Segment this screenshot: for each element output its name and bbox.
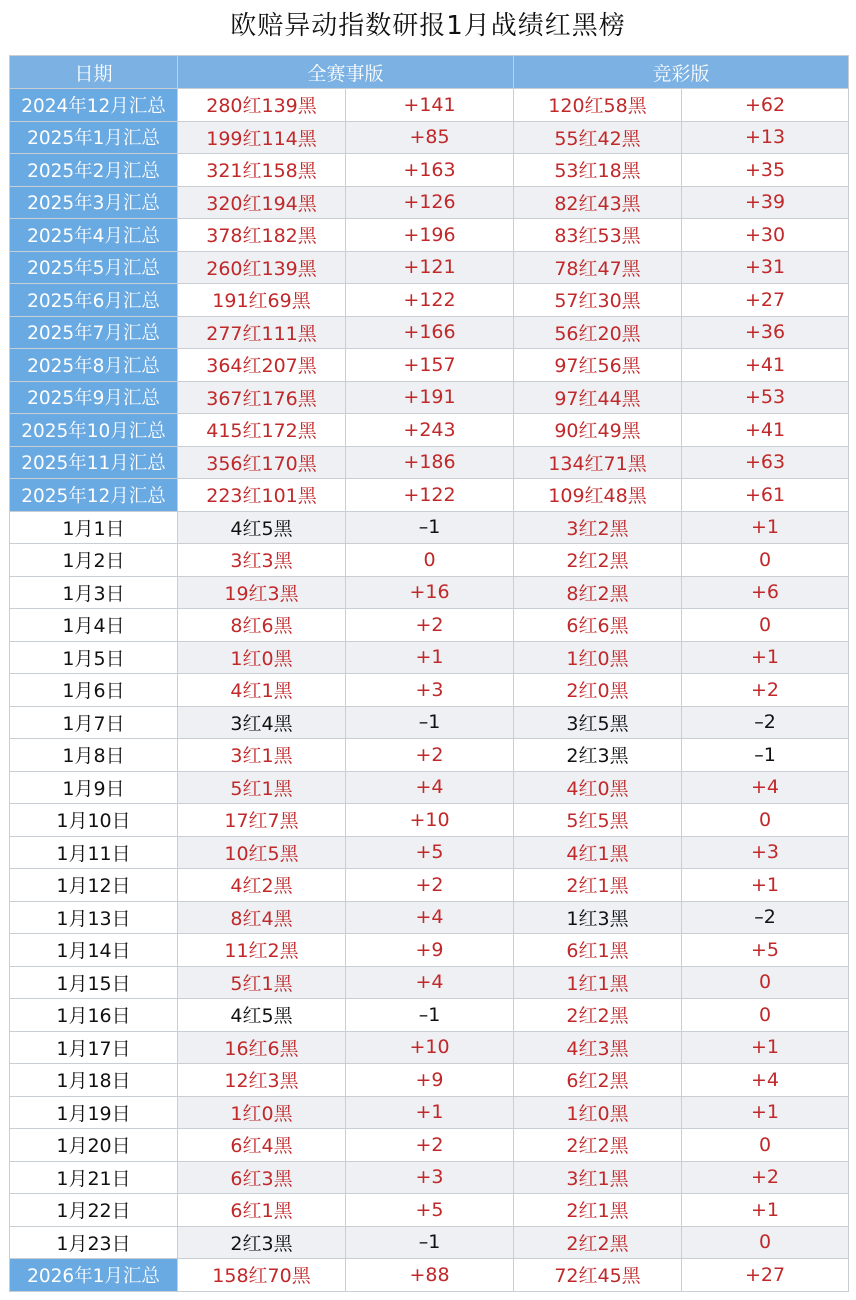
cell-date: 1月18日 [10, 1064, 178, 1097]
cell-full-record: 3红1黑 [178, 739, 346, 772]
cell-date: 1月15日 [10, 966, 178, 999]
cell-date: 1月6日 [10, 674, 178, 707]
cell-jingcai-record: 1红3黑 [514, 901, 682, 934]
cell-full-record: 4红1黑 [178, 674, 346, 707]
cell-full-record: 12红3黑 [178, 1064, 346, 1097]
cell-full-net: +3 [346, 1161, 514, 1194]
cell-jingcai-record: 5红5黑 [514, 804, 682, 837]
cell-jingcai-net: +3 [682, 836, 849, 869]
cell-full-net: +85 [346, 121, 514, 154]
cell-jingcai-net: +35 [682, 154, 849, 187]
table-row [10, 706, 849, 739]
cell-full-record: 260红139黑 [178, 251, 346, 284]
cell-full-net: +191 [346, 381, 514, 414]
cell-full-record: 2红3黑 [178, 1226, 346, 1259]
cell-jingcai-net: 0 [682, 999, 849, 1032]
cell-date: 1月2日 [10, 544, 178, 577]
table-row [10, 641, 849, 674]
cell-date: 2025年10月汇总 [10, 414, 178, 447]
cell-jingcai-net: +27 [682, 284, 849, 317]
cell-full-net: +157 [346, 349, 514, 382]
cell-date: 2025年4月汇总 [10, 219, 178, 252]
table-row [10, 121, 849, 154]
cell-date: 2025年9月汇总 [10, 381, 178, 414]
cell-jingcai-net: +2 [682, 1161, 849, 1194]
cell-date: 1月10日 [10, 804, 178, 837]
cell-full-record: 17红7黑 [178, 804, 346, 837]
cell-jingcai-net: 0 [682, 804, 849, 837]
cell-jingcai-record: 3红5黑 [514, 706, 682, 739]
cell-jingcai-record: 3红2黑 [514, 511, 682, 544]
table-row [10, 316, 849, 349]
cell-full-net: +243 [346, 414, 514, 447]
cell-full-net: +10 [346, 1031, 514, 1064]
cell-jingcai-record: 134红71黑 [514, 446, 682, 479]
cell-jingcai-net: +1 [682, 869, 849, 902]
cell-full-net: +122 [346, 284, 514, 317]
cell-jingcai-record: 1红0黑 [514, 641, 682, 674]
cell-full-net: +2 [346, 869, 514, 902]
cell-date: 2025年11月汇总 [10, 446, 178, 479]
header-date: 日期 [10, 56, 178, 89]
table-row [10, 1096, 849, 1129]
cell-full-net: +4 [346, 771, 514, 804]
cell-jingcai-record: 55红42黑 [514, 121, 682, 154]
cell-date: 1月20日 [10, 1129, 178, 1162]
table-row [10, 219, 849, 252]
cell-jingcai-net: +31 [682, 251, 849, 284]
cell-full-net: +4 [346, 901, 514, 934]
cell-full-net: +126 [346, 186, 514, 219]
cell-jingcai-record: 72红45黑 [514, 1259, 682, 1292]
cell-jingcai-record: 2红0黑 [514, 674, 682, 707]
table-row [10, 349, 849, 382]
table-row [10, 1161, 849, 1194]
cell-full-record: 415红172黑 [178, 414, 346, 447]
cell-full-record: 320红194黑 [178, 186, 346, 219]
table-row [10, 479, 849, 512]
cell-date: 1月12日 [10, 869, 178, 902]
page-title: 欧赔异动指数研报1月战绩红黑榜 [230, 11, 626, 41]
cell-full-record: 223红101黑 [178, 479, 346, 512]
cell-date: 2025年6月汇总 [10, 284, 178, 317]
table-row [10, 154, 849, 187]
cell-jingcai-record: 6红6黑 [514, 609, 682, 642]
cell-jingcai-net: +41 [682, 414, 849, 447]
table-row [10, 1194, 849, 1227]
cell-full-record: 280红139黑 [178, 89, 346, 122]
table-row [10, 999, 849, 1032]
cell-jingcai-net: +53 [682, 381, 849, 414]
cell-full-record: 4红2黑 [178, 869, 346, 902]
table-header [10, 56, 849, 89]
table-row [10, 869, 849, 902]
cell-date: 2025年3月汇总 [10, 186, 178, 219]
cell-full-record: 4红5黑 [178, 999, 346, 1032]
cell-full-net: +121 [346, 251, 514, 284]
cell-date: 1月22日 [10, 1194, 178, 1227]
cell-date: 1月21日 [10, 1161, 178, 1194]
cell-date: 1月9日 [10, 771, 178, 804]
cell-date: 1月1日 [10, 511, 178, 544]
cell-full-record: 191红69黑 [178, 284, 346, 317]
cell-full-record: 6红4黑 [178, 1129, 346, 1162]
cell-full-net: +2 [346, 739, 514, 772]
cell-jingcai-net: +27 [682, 1259, 849, 1292]
cell-date: 2026年1月汇总 [10, 1259, 178, 1292]
cell-jingcai-record: 8红2黑 [514, 576, 682, 609]
cell-full-net: +16 [346, 576, 514, 609]
table-row [10, 284, 849, 317]
cell-full-net: +3 [346, 674, 514, 707]
cell-full-record: 6红3黑 [178, 1161, 346, 1194]
cell-jingcai-net: +62 [682, 89, 849, 122]
cell-full-net: 0 [346, 544, 514, 577]
cell-jingcai-record: 53红18黑 [514, 154, 682, 187]
cell-full-record: 367红176黑 [178, 381, 346, 414]
cell-full-net: +9 [346, 1064, 514, 1097]
cell-jingcai-record: 97红56黑 [514, 349, 682, 382]
cell-full-record: 5红1黑 [178, 966, 346, 999]
cell-jingcai-net: +1 [682, 1194, 849, 1227]
cell-jingcai-net: 0 [682, 544, 849, 577]
cell-full-net: +4 [346, 966, 514, 999]
cell-full-record: 3红4黑 [178, 706, 346, 739]
cell-jingcai-record: 90红49黑 [514, 414, 682, 447]
table-body [10, 89, 849, 1292]
cell-full-net: –1 [346, 511, 514, 544]
cell-date: 2025年12月汇总 [10, 479, 178, 512]
cell-full-net: +10 [346, 804, 514, 837]
cell-jingcai-record: 4红0黑 [514, 771, 682, 804]
cell-date: 1月11日 [10, 836, 178, 869]
cell-jingcai-record: 2红3黑 [514, 739, 682, 772]
cell-date: 1月14日 [10, 934, 178, 967]
cell-full-net: +163 [346, 154, 514, 187]
cell-full-net: +122 [346, 479, 514, 512]
cell-date: 1月17日 [10, 1031, 178, 1064]
table-row [10, 934, 849, 967]
cell-full-net: +2 [346, 609, 514, 642]
cell-jingcai-record: 2红2黑 [514, 1129, 682, 1162]
cell-full-net: +88 [346, 1259, 514, 1292]
header-full-edition: 全赛事版 [178, 56, 514, 89]
table-row [10, 89, 849, 122]
cell-full-record: 321红158黑 [178, 154, 346, 187]
table-row [10, 804, 849, 837]
cell-jingcai-record: 6红2黑 [514, 1064, 682, 1097]
cell-date: 1月5日 [10, 641, 178, 674]
cell-full-record: 11红2黑 [178, 934, 346, 967]
cell-full-net: +186 [346, 446, 514, 479]
cell-jingcai-record: 109红48黑 [514, 479, 682, 512]
cell-date: 1月8日 [10, 739, 178, 772]
cell-full-net: +166 [346, 316, 514, 349]
cell-jingcai-net: –2 [682, 901, 849, 934]
cell-full-record: 5红1黑 [178, 771, 346, 804]
cell-jingcai-record: 97红44黑 [514, 381, 682, 414]
cell-date: 1月4日 [10, 609, 178, 642]
table-row [10, 771, 849, 804]
cell-jingcai-record: 2红2黑 [514, 1226, 682, 1259]
cell-full-record: 10红5黑 [178, 836, 346, 869]
cell-jingcai-record: 2红2黑 [514, 999, 682, 1032]
cell-full-record: 378红182黑 [178, 219, 346, 252]
cell-jingcai-record: 2红2黑 [514, 544, 682, 577]
cell-jingcai-net: 0 [682, 1129, 849, 1162]
cell-date: 1月3日 [10, 576, 178, 609]
cell-jingcai-net: +4 [682, 771, 849, 804]
cell-jingcai-record: 2红1黑 [514, 869, 682, 902]
cell-jingcai-record: 83红53黑 [514, 219, 682, 252]
cell-full-net: +141 [346, 89, 514, 122]
cell-full-net: +196 [346, 219, 514, 252]
table-row [10, 609, 849, 642]
cell-jingcai-record: 4红3黑 [514, 1031, 682, 1064]
cell-jingcai-net: +2 [682, 674, 849, 707]
cell-jingcai-record: 82红43黑 [514, 186, 682, 219]
cell-jingcai-net: +61 [682, 479, 849, 512]
table-row [10, 414, 849, 447]
cell-jingcai-net: +1 [682, 641, 849, 674]
table-row [10, 1226, 849, 1259]
table-row [10, 739, 849, 772]
cell-full-net: +9 [346, 934, 514, 967]
table-row [10, 1031, 849, 1064]
cell-full-record: 16红6黑 [178, 1031, 346, 1064]
cell-full-record: 277红111黑 [178, 316, 346, 349]
cell-full-net: –1 [346, 1226, 514, 1259]
cell-date: 1月13日 [10, 901, 178, 934]
cell-date: 2025年5月汇总 [10, 251, 178, 284]
cell-date: 2025年7月汇总 [10, 316, 178, 349]
cell-full-record: 356红170黑 [178, 446, 346, 479]
cell-date: 1月7日 [10, 706, 178, 739]
cell-full-record: 8红6黑 [178, 609, 346, 642]
table-row [10, 576, 849, 609]
cell-full-record: 199红114黑 [178, 121, 346, 154]
cell-date: 2025年8月汇总 [10, 349, 178, 382]
cell-jingcai-record: 3红1黑 [514, 1161, 682, 1194]
cell-full-net: +1 [346, 1096, 514, 1129]
cell-jingcai-net: +5 [682, 934, 849, 967]
cell-full-net: +5 [346, 1194, 514, 1227]
cell-date: 1月16日 [10, 999, 178, 1032]
table-row [10, 1259, 849, 1292]
cell-full-record: 1红0黑 [178, 1096, 346, 1129]
table-row [10, 186, 849, 219]
cell-full-record: 8红4黑 [178, 901, 346, 934]
cell-full-net: +2 [346, 1129, 514, 1162]
cell-full-net: +1 [346, 641, 514, 674]
cell-jingcai-record: 120红58黑 [514, 89, 682, 122]
table-row [10, 1129, 849, 1162]
cell-jingcai-record: 78红47黑 [514, 251, 682, 284]
cell-full-record: 19红3黑 [178, 576, 346, 609]
cell-jingcai-record: 1红0黑 [514, 1096, 682, 1129]
cell-jingcai-net: +1 [682, 511, 849, 544]
table-row [10, 511, 849, 544]
cell-full-record: 3红3黑 [178, 544, 346, 577]
header-jingcai-edition: 竞彩版 [514, 56, 849, 89]
cell-full-record: 6红1黑 [178, 1194, 346, 1227]
cell-jingcai-net: +4 [682, 1064, 849, 1097]
cell-jingcai-net: 0 [682, 609, 849, 642]
table-row [10, 1064, 849, 1097]
cell-jingcai-record: 4红1黑 [514, 836, 682, 869]
table-row [10, 381, 849, 414]
cell-jingcai-net: +36 [682, 316, 849, 349]
table-row [10, 674, 849, 707]
cell-jingcai-net: +63 [682, 446, 849, 479]
cell-date: 2025年1月汇总 [10, 121, 178, 154]
cell-full-record: 4红5黑 [178, 511, 346, 544]
cell-jingcai-net: +6 [682, 576, 849, 609]
cell-jingcai-record: 1红1黑 [514, 966, 682, 999]
cell-jingcai-net: +39 [682, 186, 849, 219]
cell-jingcai-net: +1 [682, 1096, 849, 1129]
cell-jingcai-net: 0 [682, 1226, 849, 1259]
cell-full-record: 158红70黑 [178, 1259, 346, 1292]
table-row [10, 446, 849, 479]
cell-full-net: –1 [346, 706, 514, 739]
cell-date: 2025年2月汇总 [10, 154, 178, 187]
cell-jingcai-record: 6红1黑 [514, 934, 682, 967]
cell-jingcai-net: +13 [682, 121, 849, 154]
cell-jingcai-record: 56红20黑 [514, 316, 682, 349]
cell-jingcai-net: +30 [682, 219, 849, 252]
cell-jingcai-record: 2红1黑 [514, 1194, 682, 1227]
cell-full-net: –1 [346, 999, 514, 1032]
cell-jingcai-net: –1 [682, 739, 849, 772]
results-table [9, 55, 849, 1292]
cell-jingcai-net: +1 [682, 1031, 849, 1064]
cell-date: 1月23日 [10, 1226, 178, 1259]
cell-full-record: 1红0黑 [178, 641, 346, 674]
table-row [10, 251, 849, 284]
table-row [10, 836, 849, 869]
cell-date: 1月19日 [10, 1096, 178, 1129]
table-row [10, 901, 849, 934]
cell-jingcai-net: 0 [682, 966, 849, 999]
cell-full-record: 364红207黑 [178, 349, 346, 382]
cell-date: 2024年12月汇总 [10, 89, 178, 122]
cell-jingcai-record: 57红30黑 [514, 284, 682, 317]
cell-jingcai-net: –2 [682, 706, 849, 739]
cell-jingcai-net: +41 [682, 349, 849, 382]
table-row [10, 544, 849, 577]
table-row [10, 966, 849, 999]
cell-full-net: +5 [346, 836, 514, 869]
